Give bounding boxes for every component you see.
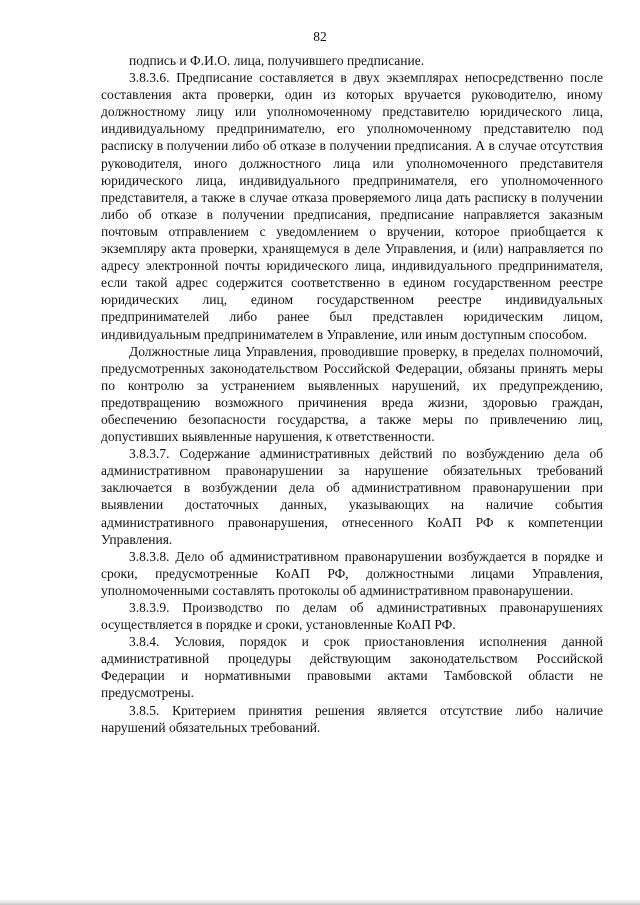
- paragraph-3-8-3-6: 3.8.3.6. Предписание составляется в двух экземплярах непосредственно после составления акта проверки, один из которых вручается руководителю, иному должностному лицу или уполномоченному представителю юридического лица, индивидуальному предпринимателю, его уполномоченному представителю под расписку в получении либо об отказе в получении предписания. А в случае отсутствия руководителя, иного должностного лица или уполномоченного представителя юридического лица, индивидуального предпринимателя, его уполномоченного представителя, а также в случае отказа проверяемого лица дать расписку в получении либо об отказе в получении предписания, предписание направляется заказным почтовым отправлением с уведомлением о вручении, которое приобщается к экземпляру акта проверки, хранящемуся в деле Управления, и (или) направляется по адресу электронной почты юридического лица, индивидуального предпринимателя, если такой адрес содержится соответственно в едином государственном реестре юридических лиц, едином государственном реестре индивидуальных предпринимателей либо ранее был представлен юридическим лицом, индивидуальным предпринимателем в Управление, или иным доступным способом.: [101, 70, 603, 342]
- document-body: [101, 52, 603, 736]
- page-number: 82: [313, 29, 327, 44]
- paragraph-3-8-3-7: 3.8.3.7. Содержание административных действий по возбуждению дела об административном правонарушении за нарушение обязательных требований заключается в возбуждении дела об административном правонарушении при выявлении достаточных данных, указывающих на наличие события административного правонарушения, отнесенного КоАП РФ к компетенции Управления.: [101, 446, 603, 547]
- paragraph-3-8-5: 3.8.5. Критерием принятия решения является отсутствие либо наличие нарушений обязательных требований.: [101, 702, 603, 735]
- paragraph-officials-duties: Должностные лица Управления, проводившие проверку, в пределах полномочий, предусмотренных законодательством Российской Федерации, обязаны принять меры по контролю за устранением выявленных нарушений, их предупреждению, предотвращению возможного причинения вреда жизни, здоровью граждан, обеспечению безопасности государства, а также меры по привлечению лиц, допустивших выявленные нарушения, к ответственности.: [101, 343, 603, 445]
- paragraph-3-8-3-8: 3.8.3.8. Дело об административном правонарушении возбуждается в порядке и сроки, предусмотренные КоАП РФ, должностными лицами Управления, уполномоченными составлять протоколы об административном правонарушении.: [101, 548, 603, 598]
- paragraph-continuation: подпись и Ф.И.О. лица, получившего предписание.: [129, 53, 425, 68]
- scan-bottom-edge: [0, 899, 640, 905]
- paragraph-3-8-4: 3.8.4. Условия, порядок и срок приостановления исполнения данной административной процедуры действующим законодательством Российской Федерации и нормативными правовыми актами Тамбовской области не предусмотрены.: [101, 634, 603, 701]
- paragraph-3-8-3-9: 3.8.3.9. Производство по делам об административных правонарушениях осуществляется в порядке и сроки, установленные КоАП РФ.: [101, 600, 603, 633]
